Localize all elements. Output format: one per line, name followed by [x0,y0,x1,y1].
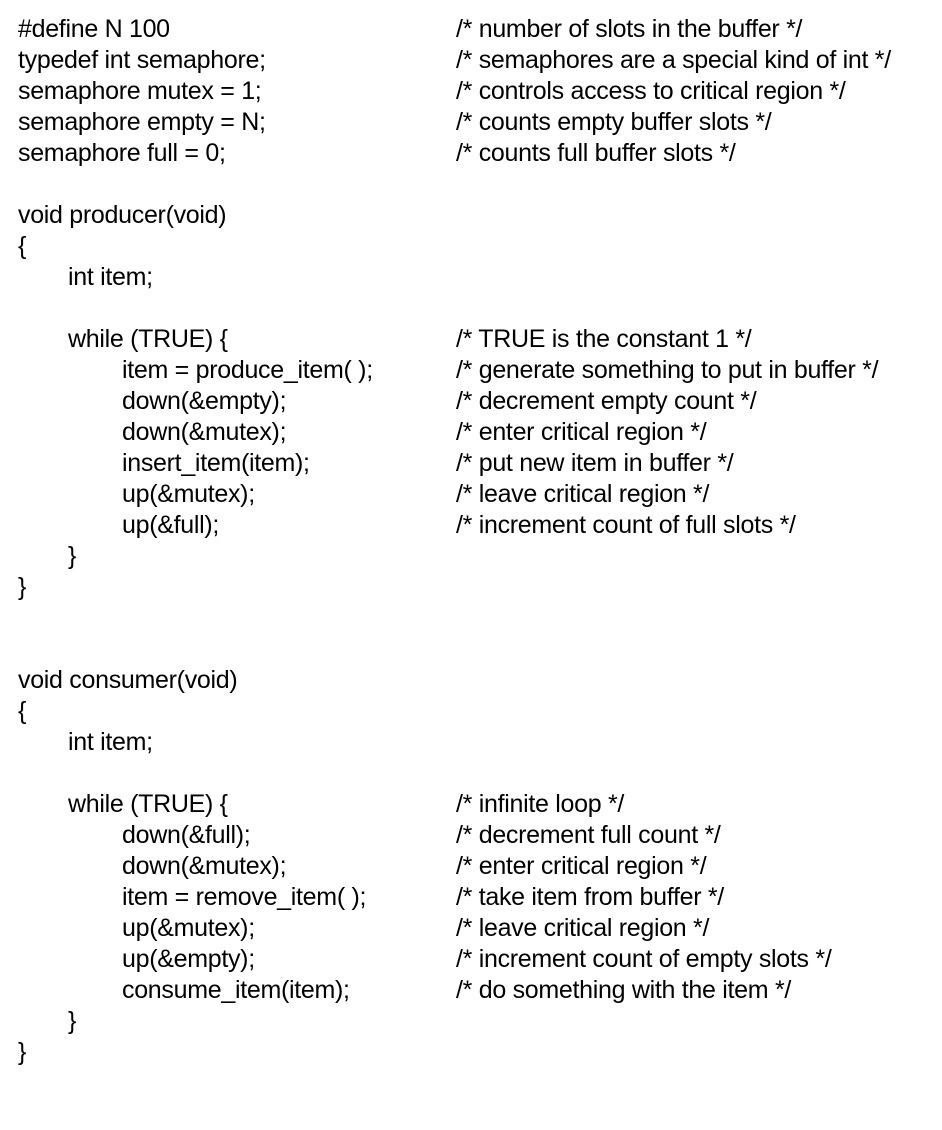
code-text: } [68,1007,77,1035]
code-comment: /* decrement empty count */ [456,387,757,415]
producer-open-brace [18,231,936,262]
code-comment: /* put new item in buffer */ [456,449,734,477]
code-comment: /* TRUE is the constant 1 */ [456,325,752,353]
code-text: item = produce_item( ); [122,356,373,384]
code-line [18,14,936,45]
blank-line [18,169,936,200]
code-text: semaphore full = 0; [18,139,226,167]
code-line [18,944,936,975]
code-text: void consumer(void) [18,666,238,694]
code-line [18,138,936,169]
blank-line [18,293,936,324]
code-text: semaphore empty = N; [18,108,266,136]
code-text: } [18,1038,27,1066]
code-text: down(&mutex); [122,418,287,446]
code-text: #define N 100 [18,15,170,43]
code-text: consume_item(item); [122,976,350,1004]
code-line [18,851,936,882]
code-line [18,479,936,510]
code-text: down(&mutex); [122,852,287,880]
code-text: void producer(void) [18,201,227,229]
code-text: typedef int semaphore; [18,46,266,74]
code-text: int item; [68,263,153,291]
code-comment: /* controls access to critical region */ [456,77,846,105]
code-text: semaphore mutex = 1; [18,77,262,105]
consumer-declaration [18,727,936,758]
producer-loop-header [18,324,936,355]
code-text: } [68,542,77,570]
code-comment: /* enter critical region */ [456,852,707,880]
code-comment: /* semaphores are a special kind of int */ [456,46,891,74]
blank-line [18,758,936,789]
code-line [18,882,936,913]
producer-close-brace [18,572,936,603]
code-text: up(&mutex); [122,480,255,508]
code-line [18,510,936,541]
code-comment: /* decrement full count */ [456,821,721,849]
code-comment: /* infinite loop */ [456,790,625,818]
consumer-signature [18,665,936,696]
code-text: up(&mutex); [122,914,255,942]
code-text: down(&empty); [122,387,287,415]
code-line [18,107,936,138]
code-text: } [18,573,27,601]
code-text: item = remove_item( ); [122,883,367,911]
code-comment: /* leave critical region */ [456,480,710,508]
consumer-open-brace [18,696,936,727]
code-text: while (TRUE) { [68,790,228,818]
code-line [18,76,936,107]
consumer-loop-close [18,1006,936,1037]
blank-line [18,603,936,665]
code-comment: /* leave critical region */ [456,914,710,942]
code-line [18,975,936,1006]
code-listing [18,14,936,1068]
code-comment: /* increment count of full slots */ [456,511,796,539]
code-text: up(&empty); [122,945,255,973]
consumer-loop-header [18,789,936,820]
producer-signature [18,200,936,231]
code-text: { [18,232,27,260]
code-line [18,386,936,417]
code-text: up(&full); [122,511,220,539]
code-line [18,45,936,76]
code-comment: /* generate something to put in buffer */ [456,356,879,384]
code-line [18,417,936,448]
code-comment: /* take item from buffer */ [456,883,724,911]
code-text: while (TRUE) { [68,325,228,353]
code-comment: /* counts empty buffer slots */ [456,108,772,136]
code-line [18,820,936,851]
producer-loop-close [18,541,936,572]
code-line [18,355,936,386]
code-comment: /* do something with the item */ [456,976,792,1004]
code-comment: /* counts full buffer slots */ [456,139,736,167]
consumer-close-brace [18,1037,936,1068]
code-comment: /* enter critical region */ [456,418,707,446]
code-text: { [18,697,27,725]
code-text: int item; [68,728,153,756]
code-comment: /* number of slots in the buffer */ [456,15,803,43]
code-line [18,913,936,944]
code-comment: /* increment count of empty slots */ [456,945,832,973]
code-text: insert_item(item); [122,449,310,477]
code-line [18,448,936,479]
producer-declaration [18,262,936,293]
code-text: down(&full); [122,821,251,849]
